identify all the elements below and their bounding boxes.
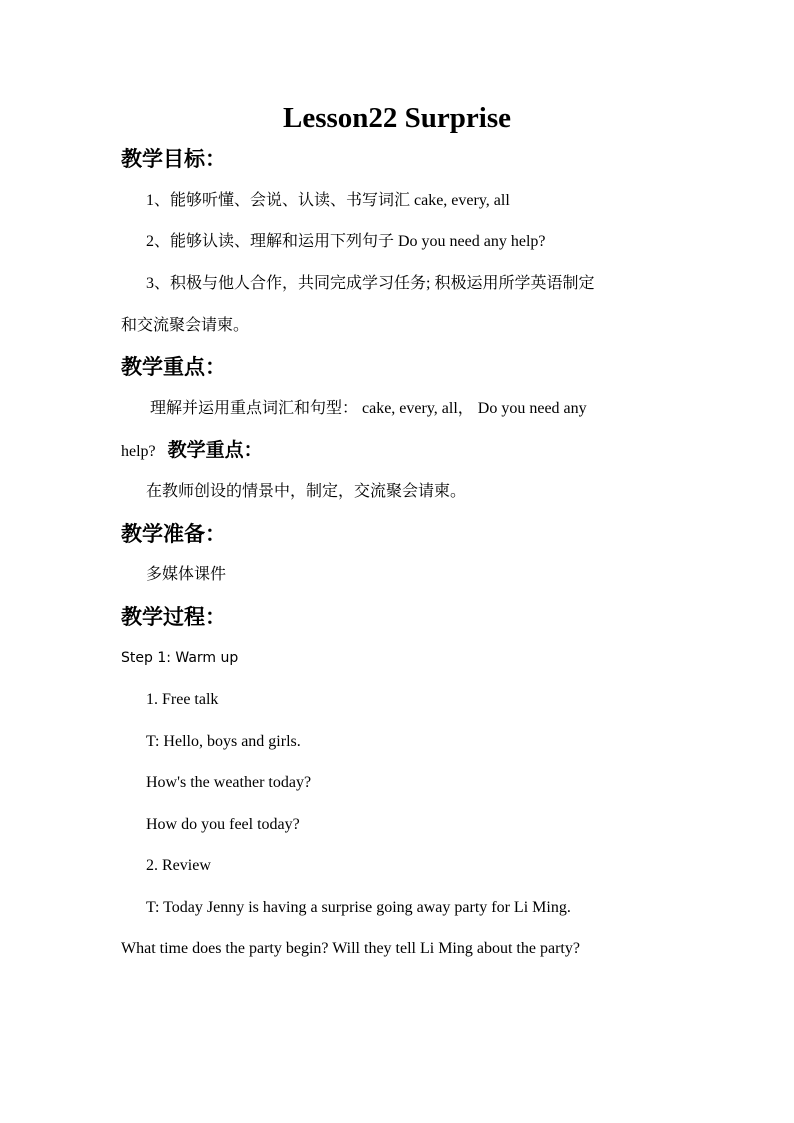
key-points-line-2 <box>121 438 263 464</box>
objective-item-3: 3、积极与他人合作，共同完成学习任务; 积极运用所学英语制定 <box>146 275 595 292</box>
process-line-5: 2. Review <box>146 857 211 874</box>
process-line-3: How's the weather today? <box>146 774 312 791</box>
preparation-text: 多媒体课件 <box>146 566 227 583</box>
process-heading: 教学过程： <box>121 605 226 629</box>
process-line-2: T: Hello, boys and girls. <box>146 733 301 750</box>
key-points-help-text: help? <box>121 443 156 460</box>
key-points-line-3: 在教师创设的情景中，制定，交流聚会请柬。 <box>146 483 467 500</box>
objectives-heading: 教学目标： <box>121 147 226 171</box>
key-points-inline-heading: 教学重点： <box>167 439 263 461</box>
key-points-heading: 教学重点： <box>121 355 226 379</box>
key-points-line-1: 理解并运用重点词汇和句型： cake, every, all， Do you need any <box>150 400 587 417</box>
process-line-7: What time does the party begin? Will they tell Li Ming about the party? <box>121 940 580 957</box>
lesson-title: Lesson22 Surprise <box>282 102 511 134</box>
objective-item-3-continued: 和交流聚会请柬。 <box>121 317 250 334</box>
preparation-heading: 教学准备： <box>121 522 226 546</box>
step-1-heading: Step 1: Warm up <box>121 650 239 666</box>
process-line-4: How do you feel today? <box>146 816 300 833</box>
objective-item-1: 1、能够听懂、会说、认读、书写词汇 cake, every, all <box>146 192 510 209</box>
objective-item-2: 2、能够认读、理解和运用下列句子 Do you need any help? <box>146 233 546 250</box>
process-line-6: T: Today Jenny is having a surprise going away party for Li Ming. <box>146 899 571 916</box>
process-line-1: 1. Free talk <box>146 691 219 708</box>
